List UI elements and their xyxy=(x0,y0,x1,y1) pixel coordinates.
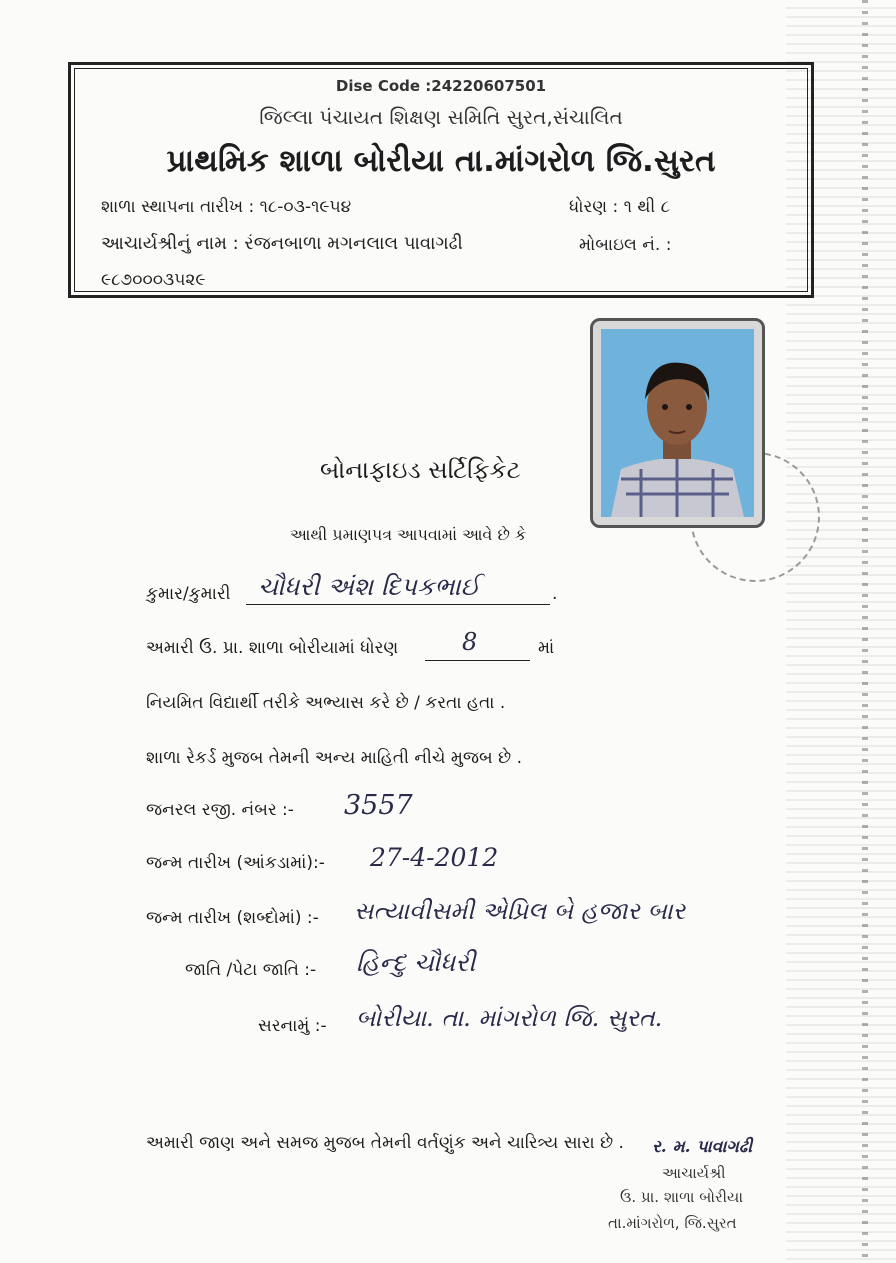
mobile-label: મોબાઇલ નં. : xyxy=(579,235,672,255)
intro-line: આથી પ્રમાણપત્ર આપવામાં આવે છે કે xyxy=(290,525,527,544)
scan-edge-perforation xyxy=(862,0,868,1263)
school-line-suffix: માં xyxy=(538,638,555,658)
signature-title: આચાર્યશ્રી xyxy=(662,1164,726,1182)
record-line: શાળા રેકર્ડ મુજબ તેમની અન્ય માહિતી નીચે મુજબ છે . xyxy=(146,748,523,768)
established-date: શાળા સ્થાપના તારીખ : ૧૮-૦૩-૧૯૫૪ xyxy=(101,197,352,217)
signature-place: તા.માંગરોળ, જિ.સુરત xyxy=(608,1214,737,1232)
caste-label: જાતિ /પેટા જાતિ :- xyxy=(185,960,317,980)
regular-student-line: નિયમિત વિદ્યાર્થી તરીકે અભ્યાસ કરે છે / કરતા હતા . xyxy=(146,693,506,713)
name-label: કુમાર/કુમારી xyxy=(146,584,231,604)
dob-words-label: જન્મ તારીખ (શબ્દોમાં) :- xyxy=(146,908,319,928)
mobile-number: ૯૮૭૦૦૦૩૫૨૯ xyxy=(101,270,206,290)
certificate-title: બોનાફાઇડ સર્ટિફિકેટ xyxy=(320,456,521,484)
dise-code: Dise Code :24220607501 xyxy=(335,77,547,95)
signature-school: ઉ. પ્રા. શાળા બોરીયા xyxy=(620,1188,744,1206)
student-photo-portrait xyxy=(601,329,754,517)
student-name: ચૌધરી અંશ દિપકભાઈ xyxy=(258,572,480,601)
name-period: . xyxy=(552,584,558,604)
student-photo xyxy=(590,318,765,528)
caste-value: હિન્દુ ચૌધરી xyxy=(356,948,476,977)
dob-digits-label: જન્મ તારીખ (આંકડામાં):- xyxy=(146,853,325,873)
standard-value: 8 xyxy=(462,628,478,656)
letterhead-box xyxy=(68,62,814,298)
address-label: સરનામું :- xyxy=(258,1016,327,1036)
gr-number: 3557 xyxy=(344,790,413,821)
committee-line: જિલ્લા પંચાયત શિક્ષણ સમિતિ સુરત,સંચાલિત xyxy=(259,105,623,129)
school-line-prefix: અમારી ઉ. પ્રા. શાળા બોરીયામાં ધોરણ xyxy=(146,638,399,658)
standard-range: ધોરણ : ૧ થી ૮ xyxy=(569,197,670,217)
dob-words-value: સત્યાવીસમી એપ્રિલ બે હજાર બાર xyxy=(354,897,686,925)
principal-signature: ર. મ. પાવાગઢી xyxy=(652,1137,753,1157)
name-underline xyxy=(246,604,550,605)
standard-underline xyxy=(425,660,530,661)
conduct-line: અમારી જાણ અને સમજ મુજબ તેમની વર્તણુંક અને ચારિત્ર્ય સારા છે . xyxy=(146,1133,624,1153)
address-value: બોરીયા. તા. માંગરોળ જિ. સુરત. xyxy=(356,1004,663,1032)
principal-name: આચાર્યશ્રીનું નામ : રંજનબાળા મગનલાલ પાવાગઢી xyxy=(101,233,463,254)
dob-digits-value: 27-4-2012 xyxy=(370,843,499,872)
school-name: પ્રાથમિક શાળા બોરીયા તા.માંગરોળ જિ.સુરત xyxy=(166,143,716,179)
gr-label: જનરલ રજી. નંબર :- xyxy=(146,800,294,820)
